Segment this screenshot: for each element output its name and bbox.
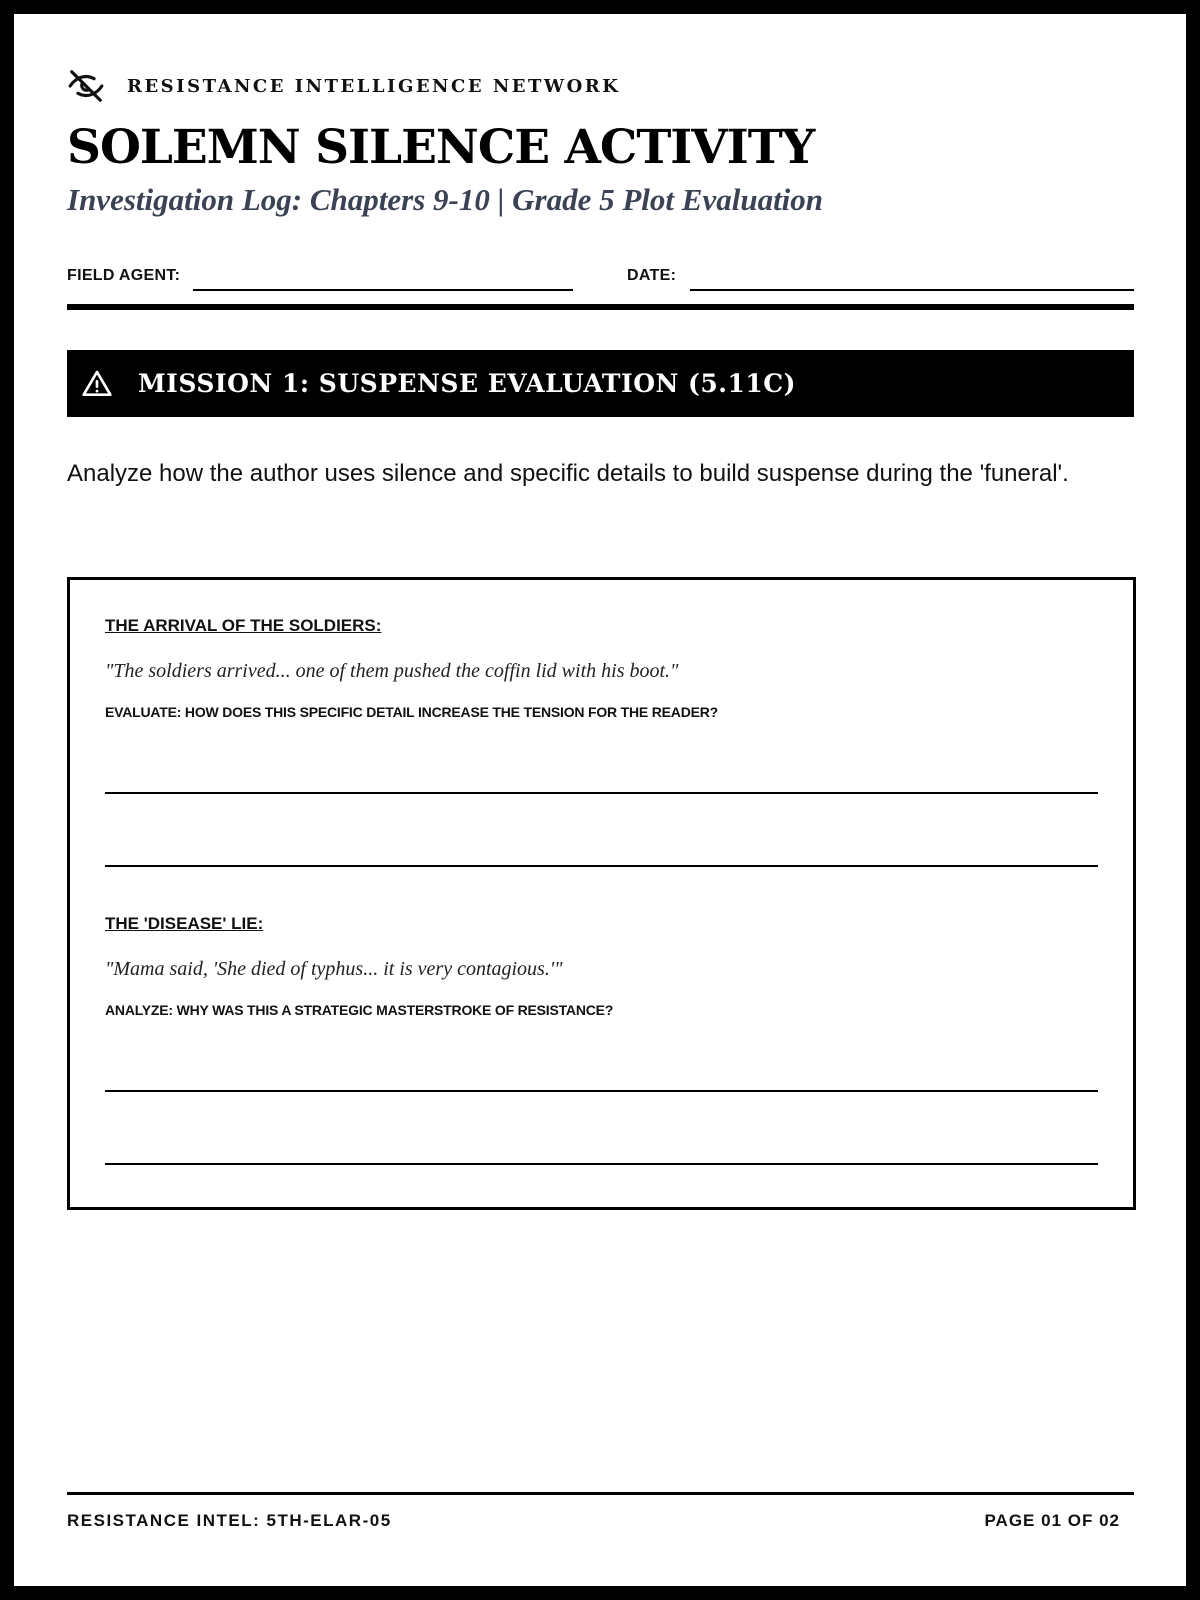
field-agent-label: FIELD AGENT:: [67, 267, 181, 284]
eye-slash-icon: [67, 67, 105, 105]
agent-date-row: [67, 259, 1134, 295]
network-name: RESISTANCE INTELLIGENCE NETWORK: [127, 75, 621, 97]
section-prompt: EVALUATE: HOW DOES THIS SPECIFIC DETAIL INCREASE THE TENSION FOR THE READER?: [105, 704, 719, 720]
header-divider: [67, 304, 1134, 310]
mission-instructions: Analyze how the author uses silence and specific details to build suspense during the 'funeral'.: [67, 460, 1069, 487]
worksheet-page: [14, 14, 1186, 1586]
page-number: PAGE 01 OF 02: [984, 1511, 1120, 1530]
mission-title: MISSION 1: SUSPENSE EVALUATION (5.11C): [138, 369, 796, 398]
answer-line[interactable]: [105, 1163, 1098, 1165]
answer-line[interactable]: [105, 792, 1098, 794]
answer-line[interactable]: [105, 1090, 1098, 1092]
section-title: THE ARRIVAL OF THE SOLDIERS:: [105, 616, 382, 635]
page-subtitle: Investigation Log: Chapters 9-10 | Grade 5 Plot Evaluation: [67, 182, 824, 217]
footer-divider: [67, 1492, 1134, 1495]
section-quote: "Mama said, 'She died of typhus... it is very contagious.'": [105, 958, 563, 980]
network-header: [67, 67, 620, 105]
mission-banner: [67, 350, 1134, 417]
footer-code: RESISTANCE INTEL: 5TH-ELAR-05: [67, 1511, 392, 1530]
section-title: THE 'DISEASE' LIE:: [105, 914, 264, 933]
section-prompt: ANALYZE: WHY WAS THIS A STRATEGIC MASTERSTROKE OF RESISTANCE?: [105, 1002, 614, 1018]
field-agent-input[interactable]: [193, 289, 573, 291]
section-quote: "The soldiers arrived... one of them pushed the coffin lid with his boot.": [105, 660, 679, 682]
warning-triangle-icon: [81, 368, 113, 400]
page-title: SOLEMN SILENCE ACTIVITY: [67, 120, 815, 175]
answer-line[interactable]: [105, 865, 1098, 867]
date-label: DATE:: [627, 267, 677, 284]
date-input[interactable]: [690, 289, 1134, 291]
task-box: [67, 577, 1136, 1210]
